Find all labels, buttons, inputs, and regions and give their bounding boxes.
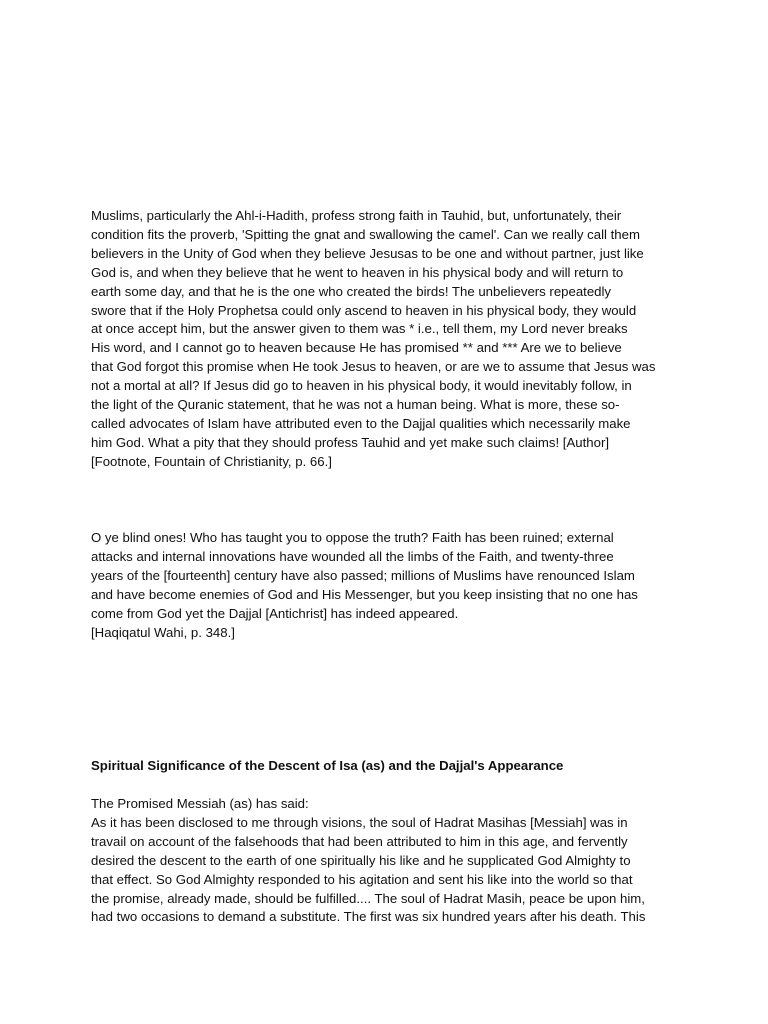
- text-line: called advocates of Islam have attributed even to the Dajjal qualities which necessarily make: [91, 415, 631, 431]
- text-line: the light of the Quranic statement, that he was not a human being. What is more, these so-: [91, 397, 620, 413]
- text-line: His word, and I cannot go to heaven because He has promised ** and *** Are we to believe: [91, 340, 622, 356]
- text-line: swore that if the Holy Prophetsa could only ascend to heaven in his physical body, they would: [91, 302, 637, 318]
- text-line: believers in the Unity of God when they believe Jesusas to be one and without partner, just like: [91, 245, 644, 261]
- paragraph-promised-messiah: [91, 795, 691, 927]
- text-line: him God. What a pity that they should profess Tauhid and yet make such claims! [Author]: [91, 434, 609, 450]
- text-line: at once accept him, but the answer given to them was * i.e., tell them, my Lord never breaks: [91, 321, 628, 337]
- text-line: the promise, already made, should be fulfilled.... The soul of Hadrat Masih, peace be upon him,: [91, 890, 645, 906]
- text-line: come from God yet the Dajjal [Antichrist] has indeed appeared.: [91, 605, 459, 621]
- text-line: travail on account of the falsehoods that had been attributed to him in this age, and fervently: [91, 833, 628, 849]
- text-line: Muslims, particularly the Ahl-i-Hadith, profess strong faith in Tauhid, but, unfortunately, their: [91, 208, 622, 223]
- text-line: years of the [fourteenth] century have also passed; millions of Muslims have renounced Islam: [91, 567, 635, 583]
- text-line: The Promised Messiah (as) has said:: [91, 796, 309, 811]
- text-line: God is, and when they believe that he went to heaven in his physical body and will return to: [91, 264, 624, 280]
- citation-line: [Haqiqatul Wahi, p. 348.]: [91, 624, 235, 640]
- text-line: earth some day, and that he is the one who created the birds! The unbelievers repeatedly: [91, 283, 612, 299]
- document-page: [91, 0, 691, 1024]
- text-line: condition fits the proverb, 'Spitting the gnat and swallowing the camel'. Can we really call them: [91, 226, 640, 242]
- text-line: had two occasions to demand a substitute. The first was six hundred years after his death. This: [91, 909, 646, 925]
- paragraph-tauhid-footnote: [91, 207, 691, 472]
- text-line: not a mortal at all? If Jesus did go to heaven in his physical body, it would inevitably follow, in: [91, 378, 632, 394]
- text-line: attacks and internal innovations have wounded all the limbs of the Faith, and twenty-three: [91, 548, 614, 564]
- text-line: desired the descent to the earth of one spiritually his like and he supplicated God Almighty to: [91, 852, 631, 868]
- citation-line: [Footnote, Fountain of Christianity, p. 66.]: [91, 453, 332, 469]
- text-line: that effect. So God Almighty responded to his agitation and sent his like into the world so that: [91, 871, 633, 887]
- text-line: and have become enemies of God and His Messenger, but you keep insisting that no one has: [91, 586, 638, 602]
- paragraph-blind-ones: [91, 529, 691, 642]
- text-line: that God forgot this promise when He took Jesus to heaven, or are we to assume that Jesus was: [91, 359, 656, 375]
- section-heading-text: Spiritual Significance of the Descent of Isa (as) and the Dajjal's Appearance: [91, 758, 564, 773]
- section-heading: [91, 757, 691, 776]
- text-line: As it has been disclosed to me through visions, the soul of Hadrat Masihas [Messiah] was in: [91, 814, 628, 830]
- text-line: O ye blind ones! Who has taught you to oppose the truth? Faith has been ruined; external: [91, 530, 614, 545]
